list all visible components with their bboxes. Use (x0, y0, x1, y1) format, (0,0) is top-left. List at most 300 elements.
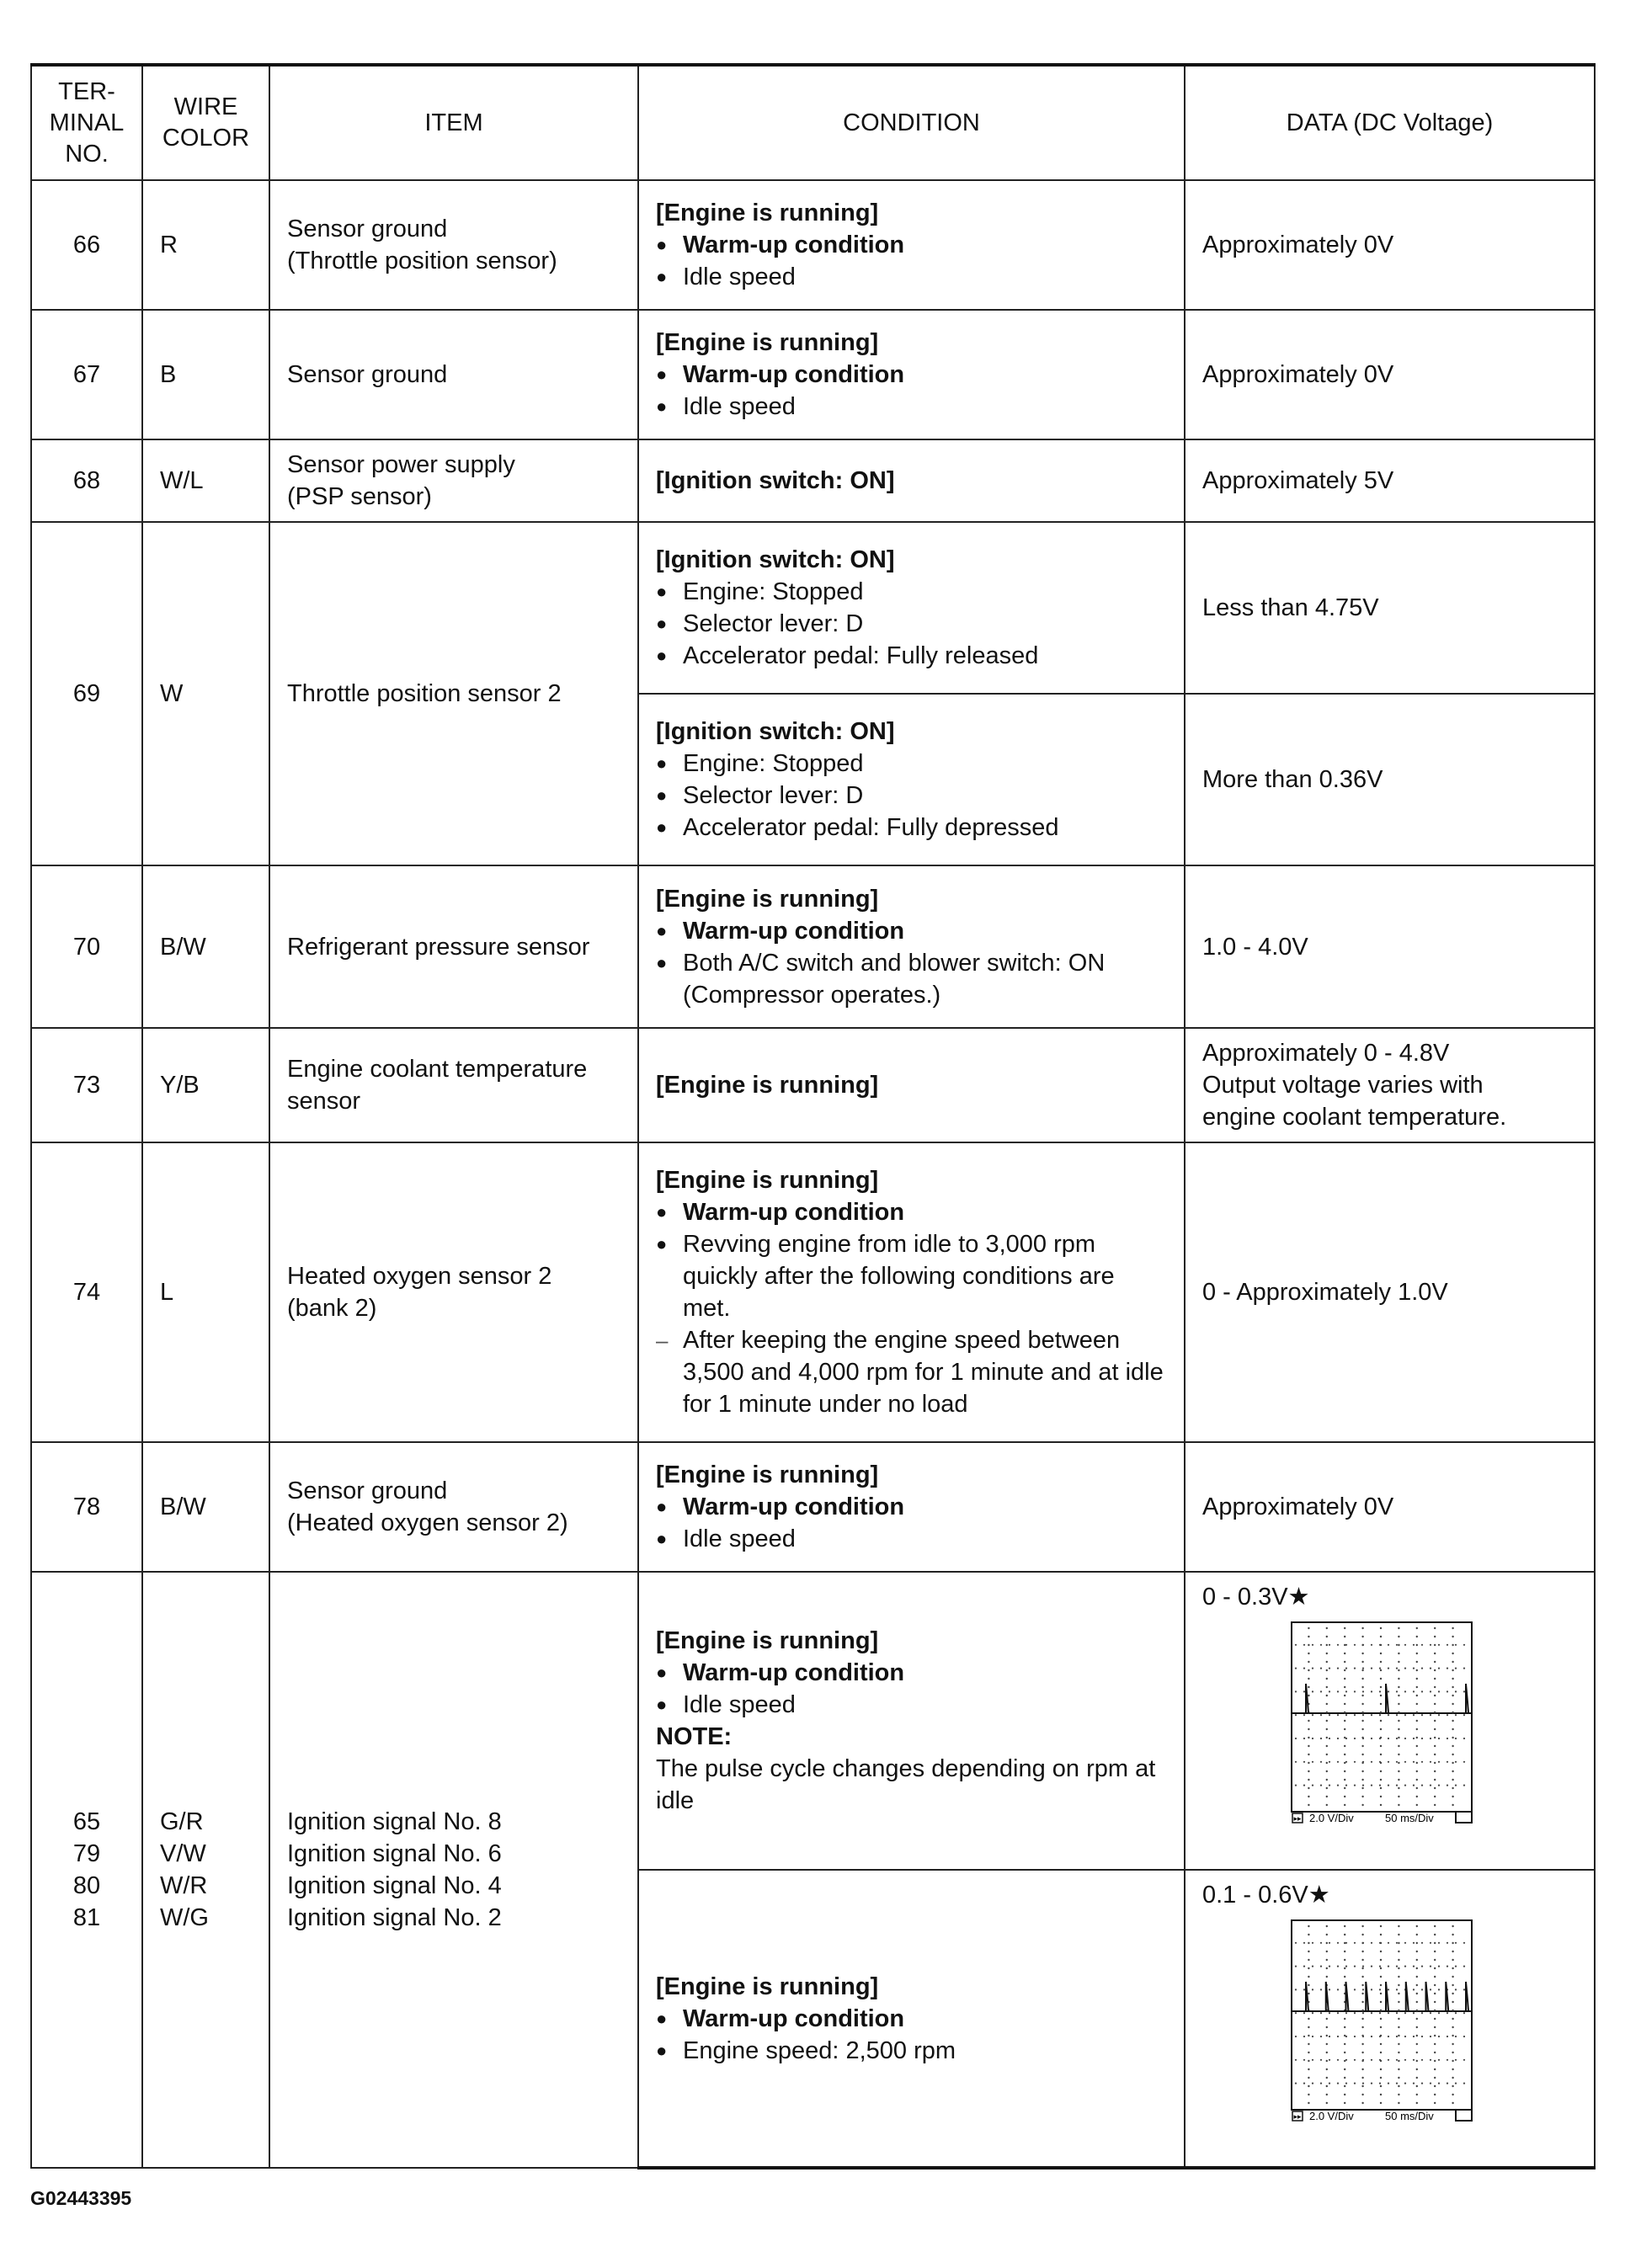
scope-grid-dot (1434, 1934, 1436, 1935)
scope-grid-dot (1380, 1653, 1382, 1654)
scope-grid-dot (1371, 2083, 1372, 2084)
scope-grid-dot (1337, 1785, 1339, 1786)
scope-grid-dot (1308, 1934, 1309, 1935)
scope-grid-dot (1421, 1668, 1423, 1669)
scope-grid-dot (1308, 1942, 1309, 1944)
scope-grid-dot (1421, 2012, 1423, 2014)
scope-grid-dot (1416, 1653, 1418, 1654)
scope-grid-dot (1447, 2012, 1448, 2014)
scope-grid-dot (1452, 2018, 1453, 2020)
scope-grid-dot (1320, 1714, 1322, 1716)
scope-grid-dot (1308, 1796, 1309, 1797)
scope-grid-dot (1308, 2043, 1309, 2045)
scope-grid-dot (1398, 1770, 1399, 1772)
scope-grid-dot (1434, 1636, 1436, 1637)
scope-grid-dot (1388, 1785, 1389, 1786)
scope-grid-dot (1452, 2043, 1453, 2045)
scope-grid-dot (1329, 1668, 1330, 1669)
scope-grid-dot (1308, 2035, 1309, 2036)
scope-grid-dot (1452, 1703, 1453, 1705)
scope-grid-dot (1337, 1668, 1339, 1669)
scope-grid-dot (1354, 1690, 1356, 1692)
scope-grid-dot (1463, 1738, 1465, 1739)
scope-grid-dot (1430, 2012, 1431, 2014)
scope-grid-dot (1416, 2001, 1418, 2003)
scope-grid-dot (1447, 1738, 1448, 1739)
scope-grid-dot (1398, 1984, 1399, 1986)
scope-grid-dot (1295, 1668, 1297, 1669)
scope-grid-dot (1354, 1668, 1356, 1669)
scope-grid-dot (1320, 1966, 1322, 1967)
scope-grid-dot (1320, 2083, 1322, 2084)
scope-grid-dot (1380, 2052, 1382, 2053)
note-text: The pulse cycle changes depending on rpm at idle (656, 1755, 1156, 1814)
scope-grid-dot (1320, 1988, 1322, 1990)
scope-grid-dot (1361, 1678, 1363, 1680)
scope-grid-dot (1398, 1661, 1399, 1663)
scope-grid-dot (1344, 1967, 1345, 1969)
scope-grid-dot (1434, 1678, 1436, 1680)
scope-grid-dot (1416, 2085, 1418, 2087)
header-terminal: TER- MINAL NO. (31, 65, 142, 180)
scope-grid-dot (1447, 1690, 1448, 1692)
scope-grid-dot (1371, 1644, 1372, 1646)
condition-bullet: ● Warm-up condition (656, 1196, 1167, 1228)
scope-grid-dot (1337, 2083, 1339, 2084)
scope-grid-dot (1438, 2012, 1440, 2014)
scope-grid-dot (1380, 1804, 1382, 1806)
scope-grid-dot (1361, 1686, 1363, 1688)
scope-grid-dot (1354, 2059, 1356, 2061)
scope-grid-dot (1416, 1942, 1418, 1944)
scope-grid-dot (1434, 2010, 1436, 2011)
scope-grid-dot (1398, 2060, 1399, 2062)
header-wire-color: WIRE COLOR (142, 65, 269, 180)
condition-cell: [Engine is running] ● Warm-up condition ● Both A/C switch and blower switch: ON (Compressor operates.) (638, 865, 1185, 1028)
wire-color: R (142, 180, 269, 310)
scope-grid-dot (1398, 1653, 1399, 1654)
scope-grid-dot (1421, 1738, 1423, 1739)
scope-grid-dot (1438, 1738, 1440, 1739)
scope-grid-dot (1404, 1761, 1406, 1763)
condition-bullet: ● Warm-up condition (656, 359, 1167, 391)
scope-grid-dot (1452, 1678, 1453, 1680)
scope-grid-dot (1380, 1993, 1382, 1994)
scope-grid-dot (1380, 1745, 1382, 1747)
scope-grid-dot (1388, 1714, 1389, 1716)
scope-grid-dot (1344, 1678, 1345, 1680)
scope-grid-dot (1380, 1678, 1382, 1680)
scope-grid-dot (1345, 1668, 1347, 1669)
scope-grid-dot (1416, 1686, 1418, 1688)
scope-grid-dot (1396, 1761, 1398, 1763)
scope-grid-dot (1434, 1967, 1436, 1969)
scope-grid-dot (1320, 2059, 1322, 2061)
scope-grid-dot (1295, 1785, 1297, 1786)
scope-grid-dot (1344, 1720, 1345, 1722)
scope-grid-dot (1344, 1796, 1345, 1797)
scope-grid-dot (1452, 1695, 1453, 1696)
scope-grid-dot (1362, 1761, 1364, 1763)
scope-grid-dot (1380, 1754, 1382, 1755)
scope-grid-dot (1463, 1966, 1465, 1967)
scope-grid-dot (1452, 1796, 1453, 1797)
scope-grid-dot (1452, 1804, 1453, 1806)
scope-grid-dot (1361, 1653, 1363, 1654)
data-cell: Approximately 0V (1185, 1442, 1595, 1572)
scope-grid-dot (1434, 1720, 1436, 1722)
scope-grid-dot (1303, 1690, 1305, 1692)
scope-grid-dot (1452, 1976, 1453, 1978)
scope-grid-dot (1438, 2059, 1440, 2061)
scope-grid-dot (1312, 2083, 1313, 2084)
scope-grid-dot (1398, 1745, 1399, 1747)
scope-pulses (1303, 1982, 1468, 2011)
scope-grid-dot (1452, 2010, 1453, 2011)
scope-grid-dot (1361, 1959, 1363, 1961)
scope-grid-dot (1434, 2035, 1436, 2036)
scope-grid-dot (1398, 1934, 1399, 1935)
oscilloscope-waveform-idle (1291, 1621, 1473, 1823)
scope-grid-dot (1416, 1720, 1418, 1722)
scope-grid-dot (1380, 1703, 1382, 1705)
scope-grid-dot (1361, 1703, 1363, 1705)
scope-grid-dot (1398, 1754, 1399, 1755)
scope-grid-dot (1452, 1745, 1453, 1747)
scope-grid-dot (1308, 2094, 1309, 2095)
scope-grid-dot (1438, 1966, 1440, 1967)
scope-grid-dot (1430, 1988, 1431, 1990)
scope-grid-dot (1380, 1787, 1382, 1789)
condition-bullet: ● Accelerator pedal: Fully released (656, 640, 1167, 672)
terminal-no: 68 (31, 439, 142, 522)
scope-grid-dot (1344, 1779, 1345, 1781)
scope-grid-dot (1380, 1661, 1382, 1663)
wire-color: B/W (142, 865, 269, 1028)
scope-grid-dot (1371, 1738, 1372, 1739)
scope-grid-dot (1345, 1966, 1347, 1967)
scope-grid-dot (1452, 1942, 1453, 1944)
scope-pulse (1303, 1982, 1308, 2011)
scope-grid-dot (1371, 1690, 1372, 1692)
scope-grid-dot (1438, 1644, 1440, 1646)
scope-grid-dot (1447, 1966, 1448, 1967)
scope-pulse (1383, 1684, 1388, 1713)
scope-grid-dot (1452, 1779, 1453, 1781)
scope-grid-dot (1361, 2094, 1363, 2095)
scope-grid-dot (1438, 2036, 1440, 2037)
scope-grid-dot (1326, 1653, 1328, 1654)
scope-grid-dot (1354, 1714, 1356, 1716)
scope-grid-dot (1398, 1804, 1399, 1806)
scope-grid-dot (1362, 1785, 1364, 1786)
scope-grid-dot (1452, 1720, 1453, 1722)
scope-grid-dot (1388, 1644, 1389, 1646)
scope-grid-dot (1361, 1720, 1363, 1722)
scope-grid-dot (1396, 1942, 1398, 1944)
scope-grid-dot (1455, 1668, 1457, 1669)
scope-volt-div: 2.0 V/Div (1309, 2110, 1354, 2122)
scope-grid-dot (1452, 2094, 1453, 2095)
scope-grid-dot (1416, 2094, 1418, 2095)
terminal-no: 70 (31, 865, 142, 1028)
scope-grid-dot (1337, 1690, 1339, 1692)
data-cell: Less than 4.75V (1185, 522, 1595, 694)
scope-grid-dot (1361, 1796, 1363, 1797)
scope-grid-dot (1416, 1925, 1418, 1927)
condition-bullet: ● Accelerator pedal: Fully depressed (656, 812, 1167, 844)
condition-bullet: ● Engine speed: 2,500 rpm (656, 2035, 1167, 2067)
scope-grid-dot (1337, 1942, 1339, 1944)
scope-grid-dot (1421, 1966, 1423, 1967)
scope-grid-dot (1344, 1951, 1345, 1952)
wire-color: W/L (142, 439, 269, 522)
scope-grid-dot (1398, 1703, 1399, 1705)
scope-grid-dot (1413, 1785, 1415, 1786)
scope-grid-dot (1463, 1714, 1465, 1716)
scope-grid-dot (1308, 1976, 1309, 1978)
scope-grid-dot (1326, 1695, 1328, 1696)
scope-grid-dot (1421, 1988, 1423, 1990)
scope-grid-dot (1447, 2083, 1448, 2084)
scope-grid-dot (1438, 1690, 1440, 1692)
scope-grid-dot (1308, 1967, 1309, 1969)
scope-grid-dot (1413, 2059, 1415, 2061)
scope-grid-dot (1326, 1959, 1328, 1961)
scope-grid-dot (1398, 2052, 1399, 2053)
scope-grid-dot (1404, 1785, 1406, 1786)
scope-grid-dot (1380, 1712, 1382, 1713)
scope-volt-div: 2.0 V/Div (1309, 1812, 1354, 1823)
scope-grid-dot (1447, 1761, 1448, 1763)
scope-grid-dot (1380, 1976, 1382, 1978)
scope-grid-dot (1434, 1804, 1436, 1806)
scope-grid-dot (1430, 1714, 1431, 1716)
scope-grid-dot (1416, 1770, 1418, 1772)
scope-grid-dot (1438, 2083, 1440, 2084)
scope-grid-dot (1388, 1942, 1389, 1944)
scope-grid-dot (1434, 1686, 1436, 1688)
scope-grid-dot (1344, 1627, 1345, 1629)
scope-grid-dot (1379, 1644, 1381, 1646)
scope-grid-dot (1344, 1804, 1345, 1806)
scope-grid-dot (1398, 1712, 1399, 1713)
scope-pulses (1303, 1684, 1468, 1713)
scope-grid-dot (1447, 2059, 1448, 2061)
scope-grid-dot (1337, 1761, 1339, 1763)
scope-grid-dot (1379, 1785, 1381, 1786)
scope-grid-dot (1434, 1925, 1436, 1927)
scope-grid-dot (1361, 2077, 1363, 2079)
scope-grid-dot (1308, 2068, 1309, 2070)
scope-grid-dot (1308, 2018, 1309, 2020)
scope-grid-dot (1303, 1942, 1305, 1944)
scope-time-div: 50 ms/Div (1385, 1812, 1434, 1823)
scope-grid-dot (1354, 1785, 1356, 1786)
scope-grid-dot (1438, 1785, 1440, 1786)
table-row (31, 1142, 1595, 1442)
scope-grid-dot (1452, 2026, 1453, 2028)
scope-grid-dot (1434, 1779, 1436, 1781)
scope-pulse (1463, 1982, 1468, 2011)
scope-grid-dot (1416, 2018, 1418, 2020)
condition-bullet: ● Engine: Stopped (656, 748, 1167, 780)
scope-grid-dot (1416, 1627, 1418, 1629)
scope-grid-dot (1329, 1738, 1330, 1739)
scope-grid-dot (1434, 1976, 1436, 1978)
scope-grid-dot (1398, 2102, 1399, 2104)
condition-bullet: ● Idle speed (656, 1523, 1167, 1555)
scope-grid-dot (1455, 1690, 1457, 1692)
scope-grid-dot (1308, 1737, 1309, 1738)
condition-sub-item: – After keeping the engine speed between 3,500 and 4,000 rpm for 1 minute and at idle for 1 minute under no load (656, 1324, 1167, 1420)
scope-grid-dot (1416, 1737, 1418, 1738)
scope-grid-dot (1438, 1942, 1440, 1944)
scope-grid-dot (1463, 2036, 1465, 2037)
terminal-no: 65 79 80 81 (31, 1572, 142, 2168)
scope-grid-dot (1421, 1690, 1423, 1692)
scope-grid-dot (1308, 1653, 1309, 1654)
terminal-no: 78 (31, 1442, 142, 1572)
scope-grid-dot (1362, 1690, 1364, 1692)
scope-grid-dot (1326, 1934, 1328, 1935)
scope-grid-dot (1329, 2083, 1330, 2084)
scope-grid-dot (1404, 2059, 1406, 2061)
scope-grid-dot (1345, 2083, 1347, 2084)
condition-bullet: ● Warm-up condition (656, 2003, 1167, 2035)
scope-grid-dot (1434, 2060, 1436, 2062)
scope-grid-dot (1362, 1988, 1364, 1990)
scope-grid-dot (1308, 1636, 1309, 1637)
scope-grid-dot (1312, 1785, 1313, 1786)
scope-frame (1292, 1622, 1472, 1812)
scope-grid-dot (1380, 2043, 1382, 2045)
scope-grid-dot (1434, 2026, 1436, 2028)
scope-grid-dot (1337, 2036, 1339, 2037)
condition-cell: [Engine is running] ● Warm-up condition ● Idle speed (638, 180, 1185, 310)
scope-grid-dot (1371, 2012, 1372, 2014)
scope-grid-dot (1398, 1669, 1399, 1671)
condition-bullet: ● Both A/C switch and blower switch: ON (Compressor operates.) (656, 947, 1167, 1011)
scope-grid-dot (1404, 1644, 1406, 1646)
scope-grid-dot (1312, 1761, 1313, 1763)
scope-grid-dot (1396, 1668, 1398, 1669)
scope-grid-dot (1371, 1668, 1372, 1669)
scope-grid-dot (1380, 1959, 1382, 1961)
scope-grid-dot (1404, 1668, 1406, 1669)
scope-grid-dot (1398, 1720, 1399, 1722)
scope-grid-dot (1326, 2102, 1328, 2104)
scope-grid-dot (1452, 1653, 1453, 1654)
scope-grid-dot (1303, 2036, 1305, 2037)
scope-grid-dot (1452, 2001, 1453, 2003)
scope-grid-dot (1416, 1976, 1418, 1978)
scope-grid-dot (1361, 1728, 1363, 1730)
scope-grid-dot (1308, 2077, 1309, 2079)
scope-grid-dot (1295, 1966, 1297, 1967)
item-cell: Engine coolant temperature sensor (269, 1028, 638, 1142)
scope-grid-dot (1312, 1644, 1313, 1646)
scope-grid-dot (1308, 1959, 1309, 1961)
scope-grid-dot (1303, 2083, 1305, 2084)
scope-grid-dot (1380, 1686, 1382, 1688)
scope-grid-dot (1413, 1738, 1415, 1739)
scope-grid-dot (1455, 1714, 1457, 1716)
scope-grid-dot (1434, 1745, 1436, 1747)
scope-grid-dot (1308, 1669, 1309, 1671)
scope-grid-dot (1421, 1714, 1423, 1716)
scope-grid-dot (1361, 2052, 1363, 2053)
scope-grid-dot (1463, 2083, 1465, 2084)
scope-grid-dot (1434, 1796, 1436, 1797)
scope-grid-dot (1303, 1785, 1305, 1786)
scope-grid-dot (1380, 2102, 1382, 2104)
scope-grid-dot (1430, 2059, 1431, 2061)
scope-grid-dot (1326, 2085, 1328, 2087)
terminal-data-table (30, 63, 1596, 2170)
scope-grid-dot (1326, 1754, 1328, 1755)
item-cell: Sensor power supply (PSP sensor) (269, 439, 638, 522)
scope-grid-dot (1413, 1644, 1415, 1646)
scope-grid-dot (1320, 1942, 1322, 1944)
scope-grid-dot (1452, 2068, 1453, 2070)
scope-grid-dot (1430, 1738, 1431, 1739)
scope-grid-dot (1421, 1761, 1423, 1763)
scope-grid-dot (1329, 1690, 1330, 1692)
scope-grid-dot (1398, 2035, 1399, 2036)
scope-grid-dot (1452, 1762, 1453, 1764)
scope-grid-dot (1455, 1942, 1457, 1944)
scope-grid-dot (1452, 1934, 1453, 1935)
scope-grid-dot (1326, 1779, 1328, 1781)
scope-grid-dot (1379, 1761, 1381, 1763)
scope-grid-dot (1416, 1984, 1418, 1986)
scope-grid-dot (1463, 1690, 1465, 1692)
scope-grid-dot (1380, 1669, 1382, 1671)
scope-grid-dot (1416, 1796, 1418, 1797)
scope-grid-dot (1361, 1951, 1363, 1952)
scope-grid-dot (1308, 1787, 1309, 1789)
scope-grid-dot (1362, 1966, 1364, 1967)
scope-grid-dot (1434, 1762, 1436, 1764)
scope-grid-dot (1434, 1984, 1436, 1986)
scope-grid-dot (1345, 1644, 1347, 1646)
scope-grid-dot (1398, 1695, 1399, 1696)
scope-grid-dot (1434, 2043, 1436, 2045)
scope-grid-dot (1371, 1761, 1372, 1763)
scope-grid-dot (1308, 1728, 1309, 1730)
scope-corner-box (1456, 2110, 1472, 2121)
scope-grid-dot (1434, 1959, 1436, 1961)
scope-grid-dot (1326, 1644, 1328, 1646)
scope-grid-dot (1329, 1942, 1330, 1944)
scope-grid-dot (1398, 2018, 1399, 2020)
condition-bullet: ● Selector lever: D (656, 780, 1167, 812)
scope-grid-dot (1308, 1644, 1309, 1646)
scope-grid-dot (1413, 2012, 1415, 2014)
scope-pulse (1463, 1684, 1468, 1713)
scope-grid-dot (1463, 1668, 1465, 1669)
scope-grid-dot (1416, 1959, 1418, 1961)
scope-grid-dot (1337, 1966, 1339, 1967)
scope-grid-dot (1308, 1754, 1309, 1755)
scope-grid-dot (1434, 1737, 1436, 1738)
scope-grid-dot (1404, 2012, 1406, 2014)
scope-grid-dot (1416, 1703, 1418, 1705)
condition-bullet: ● Idle speed (656, 391, 1167, 423)
scope-grid-dot (1463, 2012, 1465, 2014)
scope-grid-dot (1452, 1644, 1453, 1646)
